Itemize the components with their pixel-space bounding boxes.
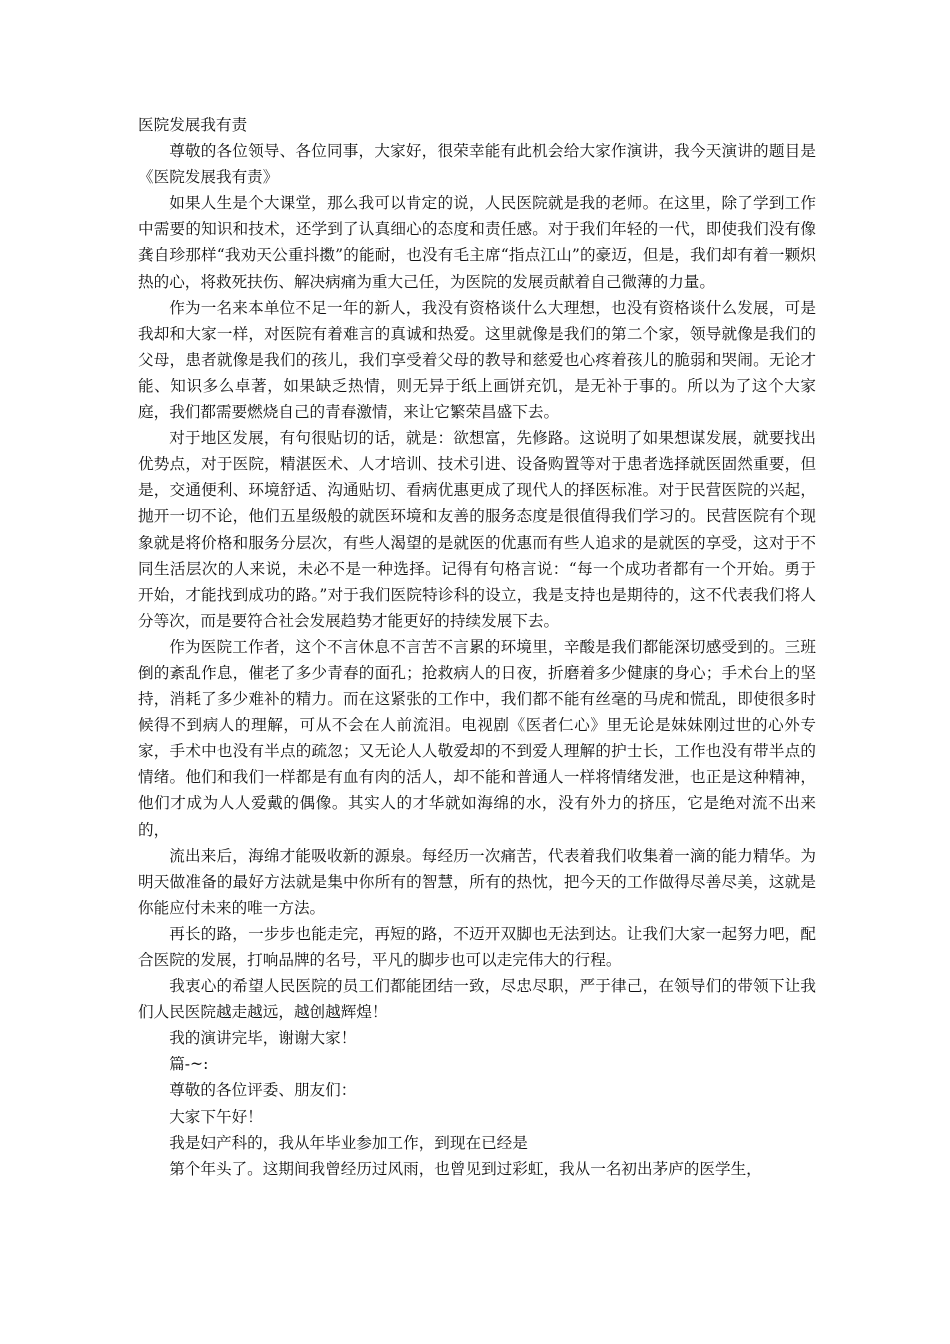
paragraph-hospital-worker: 作为医院工作者，这个不言休息不言苦不言累的环境里，辛酸是我们都能深切感受到的。三班倒的紊乱作息，催老了多少青春的面孔；抢救病人的日夜，折磨着多少健康的身心；手术台上的坚持，消耗了多少难补的精力。而在这紧张的工作中，我们都不能有丝毫的马虎和慌乱，即使很多时候得不到病人的理解，可从不会在人前流泪。电视剧《医者仁心》里无论是妹妹刚过世的心外专家，手术中也没有半点的疏忽；又无论人人敬爱却的不到爱人理解的护士长，工作也没有带半点的情绪。他们和我们一样都是有血有肉的活人，却不能和普通人一样将情绪发泄，也正是这种精神，他们才成为人人爱戴的偶像。其实人的才华就如海绵的水，没有外力的挤压，它是绝对流不出来的， [138, 637, 816, 839]
paragraph-greeting: 大家下午好！ [169, 1107, 263, 1126]
paragraph-self-intro: 我是妇产科的，我从年毕业参加工作，到现在已经是 [169, 1133, 528, 1152]
paragraph-long-road: 再长的路，一步步也能走完，再短的路，不迈开双脚也无法到达。让我们大家一起努力吧，配合医院的发展，打响品牌的名号，平凡的脚步也可以走完伟大的行程。 [138, 924, 816, 969]
paragraph-life-classroom: 如果人生是个大课堂，那么我可以肯定的说，人民医院就是我的老师。在这里，除了学到工作中需要的知识和技术，还学到了认真细心的态度和责任感。对于我们年轻的一代，即使我们没有像龚自珍那样“我劝天公重抖擞”的能耐，也没有毛主席“指点江山”的豪迈，但是，我们却有着一颗炽热的心，将救死扶伤、解决病痛为重大己任，为医院的发展贡献着自己微薄的力量。 [138, 194, 816, 291]
paragraph-sponge: 流出来后，海绵才能吸收新的源泉。每经历一次痛苦，代表着我们收集着一滴的能力精华。为明天做准备的最好方法就是集中你所有的智慧，所有的热忱，把今天的工作做得尽善尽美，这就是你能应付未来的唯一方法。 [138, 846, 816, 917]
document-page [138, 112, 816, 1182]
paragraph-salutation: 尊敬的各位评委、朋友们： [169, 1081, 357, 1100]
paragraph-intro: 尊敬的各位领导、各位同事，大家好，很荣幸能有此机会给大家作演讲，我今天演讲的题目是《医院发展我有责》 [138, 142, 816, 187]
document-title: 医院发展我有责 [138, 116, 248, 134]
paragraph-new-member: 作为一名来本单位不足一年的新人，我没有资格谈什么大理想，也没有资格谈什么发展，可是我却和大家一样，对医院有着难言的真诚和热爱。这里就像是我们的第二个家，领导就像是我们的父母，患者就像是我们的孩儿，我们享受着父母的教导和慈爱也心疼着孩儿的脆弱和哭闹。无论才能、知识多么卓著，如果缺乏热情，则无异于纸上画饼充饥，是无补于事的。所以为了这个大家庭，我们都需要燃烧自己的青春激情，来让它繁荣昌盛下去。 [138, 298, 816, 422]
paragraph-closing: 我的演讲完毕，谢谢大家！ [169, 1029, 357, 1048]
paragraph-regional-development: 对于地区发展，有句很贴切的话，就是：欲想富，先修路。这说明了如果想谋发展，就要找出优势点，对于医院，精湛医术、人才培训、技术引进、设备购置等对于患者选择就医固然重要，但是，交通便利、环境舒适、沟通贴切、看病优惠更成了现代人的择医标准。对于民营医院的兴起，抛开一切不论，他们五星级般的就医环境和友善的服务态度是很值得我们学习的。民营医院有个现象就是将价格和服务分层次，有些人渴望的是就医的优惠而有些人追求的是就医的享受，这对于不同生活层次的人来说，未必不是一种选择。记得有句格言说：“每一个成功者都有一个开始。勇于开始，才能找到成功的路。”对于我们医院特诊科的设立，我是支持也是期待的，这不代表我们将人分等次，而是要符合社会发展趋势才能更好的持续发展下去。 [138, 429, 816, 630]
paragraph-hope: 我衷心的希望人民医院的员工们都能团结一致，尽忠尽职，严于律己，在领导们的带领下让我们人民医院越走越远，越创越辉煌！ [138, 977, 816, 1022]
paragraph-experience: 第个年头了。这期间我曾经历过风雨，也曾见到过彩虹，我从一名初出茅庐的医学生， [169, 1159, 762, 1178]
section-heading: 篇-~: [169, 1055, 209, 1074]
